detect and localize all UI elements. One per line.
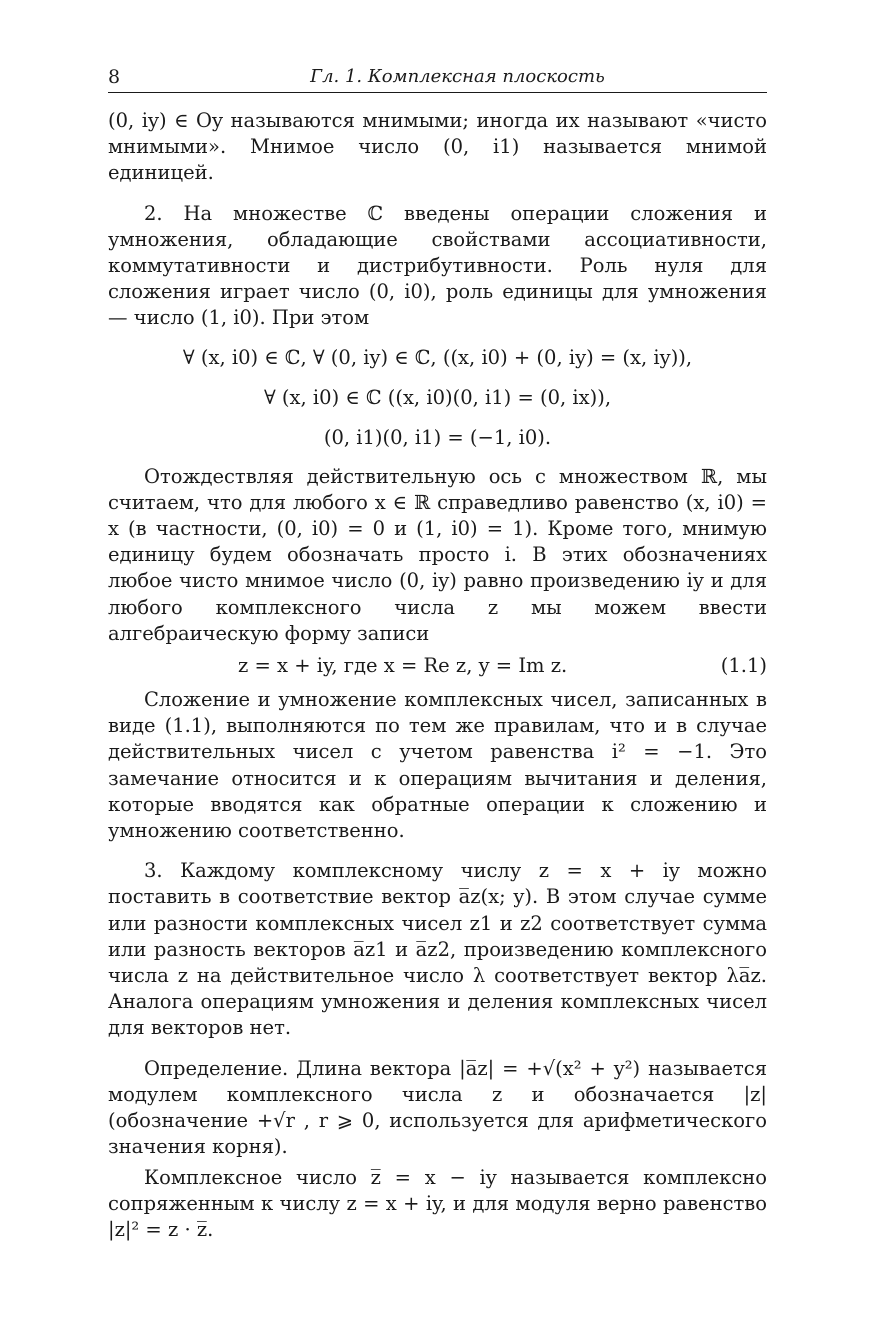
paragraph-imaginary-unit: (0, iy) ∈ Oy называются мнимыми; иногда их называют «чисто мнимыми». Мнимое число (0, i1) называется мнимой единицей.	[108, 109, 767, 185]
section-3-paragraph: 3. Каждому комплексному числу z = x + iy можно поставить в соответствие вектор a̅z(x; y). В этом случае сумме или разности комплексных чисел z1 и z2 соответствует сумма или разность векторов a̅z1 и a̅z2, произведению комплексного числа z на действительное число λ соответствует вектор λa̅z. Аналога операциям умножения и деления комплексных чисел для векторов нет.	[108, 859, 767, 1040]
definition-paragraph: Определение. Длина вектора |a̅z| = +√(x² + y²) называется модулем комплексного числа z и обозначается |z| (обозначение +√r , r ⩾ 0, используется для арифметического значения корня).	[108, 1056, 767, 1159]
section-2-paragraph: 2. На множестве ℂ введены операции сложения и умножения, обладающие свойствами ассоциативности, коммутативности и дистрибутивности. Роль нуля для сложения играет число (0, i0), роль единицы для умножения — число (1, i0). При этом	[108, 201, 767, 330]
equation-1-1	[108, 649, 767, 683]
math-line-2: ∀ (x, i0) ∈ ℂ ((x, i0)(0, i1) = (0, ix)),	[263, 385, 612, 409]
paragraph-identify-real-axis: Отождествляя действительную ось с множеством ℝ, мы считаем, что для любого x ∈ ℝ справедливо равенство (x, i0) = x (в частности, (0, i0) = 0 и (1, i0) = 1). Кроме того, мнимую единицу будем обозначать просто i. В этих обозначениях любое чисто мнимое число (0, iy) равно произведению iy и для любого комплексного числа z мы можем ввести алгебраическую форму записи	[108, 464, 767, 645]
math-line-3: (0, i1)(0, i1) = (−1, i0).	[323, 425, 552, 449]
running-header	[108, 64, 767, 93]
display-math-block	[108, 338, 767, 458]
math-line-1: ∀ (x, i0) ∈ ℂ, ∀ (0, iy) ∈ ℂ, ((x, i0) + (0, iy) = (x, iy)),	[182, 345, 693, 369]
equation-1-1-body: z = x + iy, где x = Re z, y = Im z.	[238, 654, 568, 678]
running-title: Гл. 1. Комплексная плоскость	[310, 66, 605, 87]
page-number: 8	[108, 66, 121, 88]
paragraph-operations: Сложение и умножение комплексных чисел, записанных в виде (1.1), выполняются по тем же правилам, что и в случае действительных чисел с учетом равенства i² = −1. Это замечание относится и к операциям вычитания и деления, которые вводятся как обратные операции к сложению и умножению соответственно.	[108, 688, 767, 843]
equation-number: (1.1)	[720, 654, 767, 678]
conjugate-paragraph: Комплексное число z̅ = x − iy называется комплексно сопряженным к числу z = x + iy, и для модуля верно равенство |z|² = z · z̅.	[108, 1165, 767, 1241]
page-body	[108, 108, 767, 1243]
